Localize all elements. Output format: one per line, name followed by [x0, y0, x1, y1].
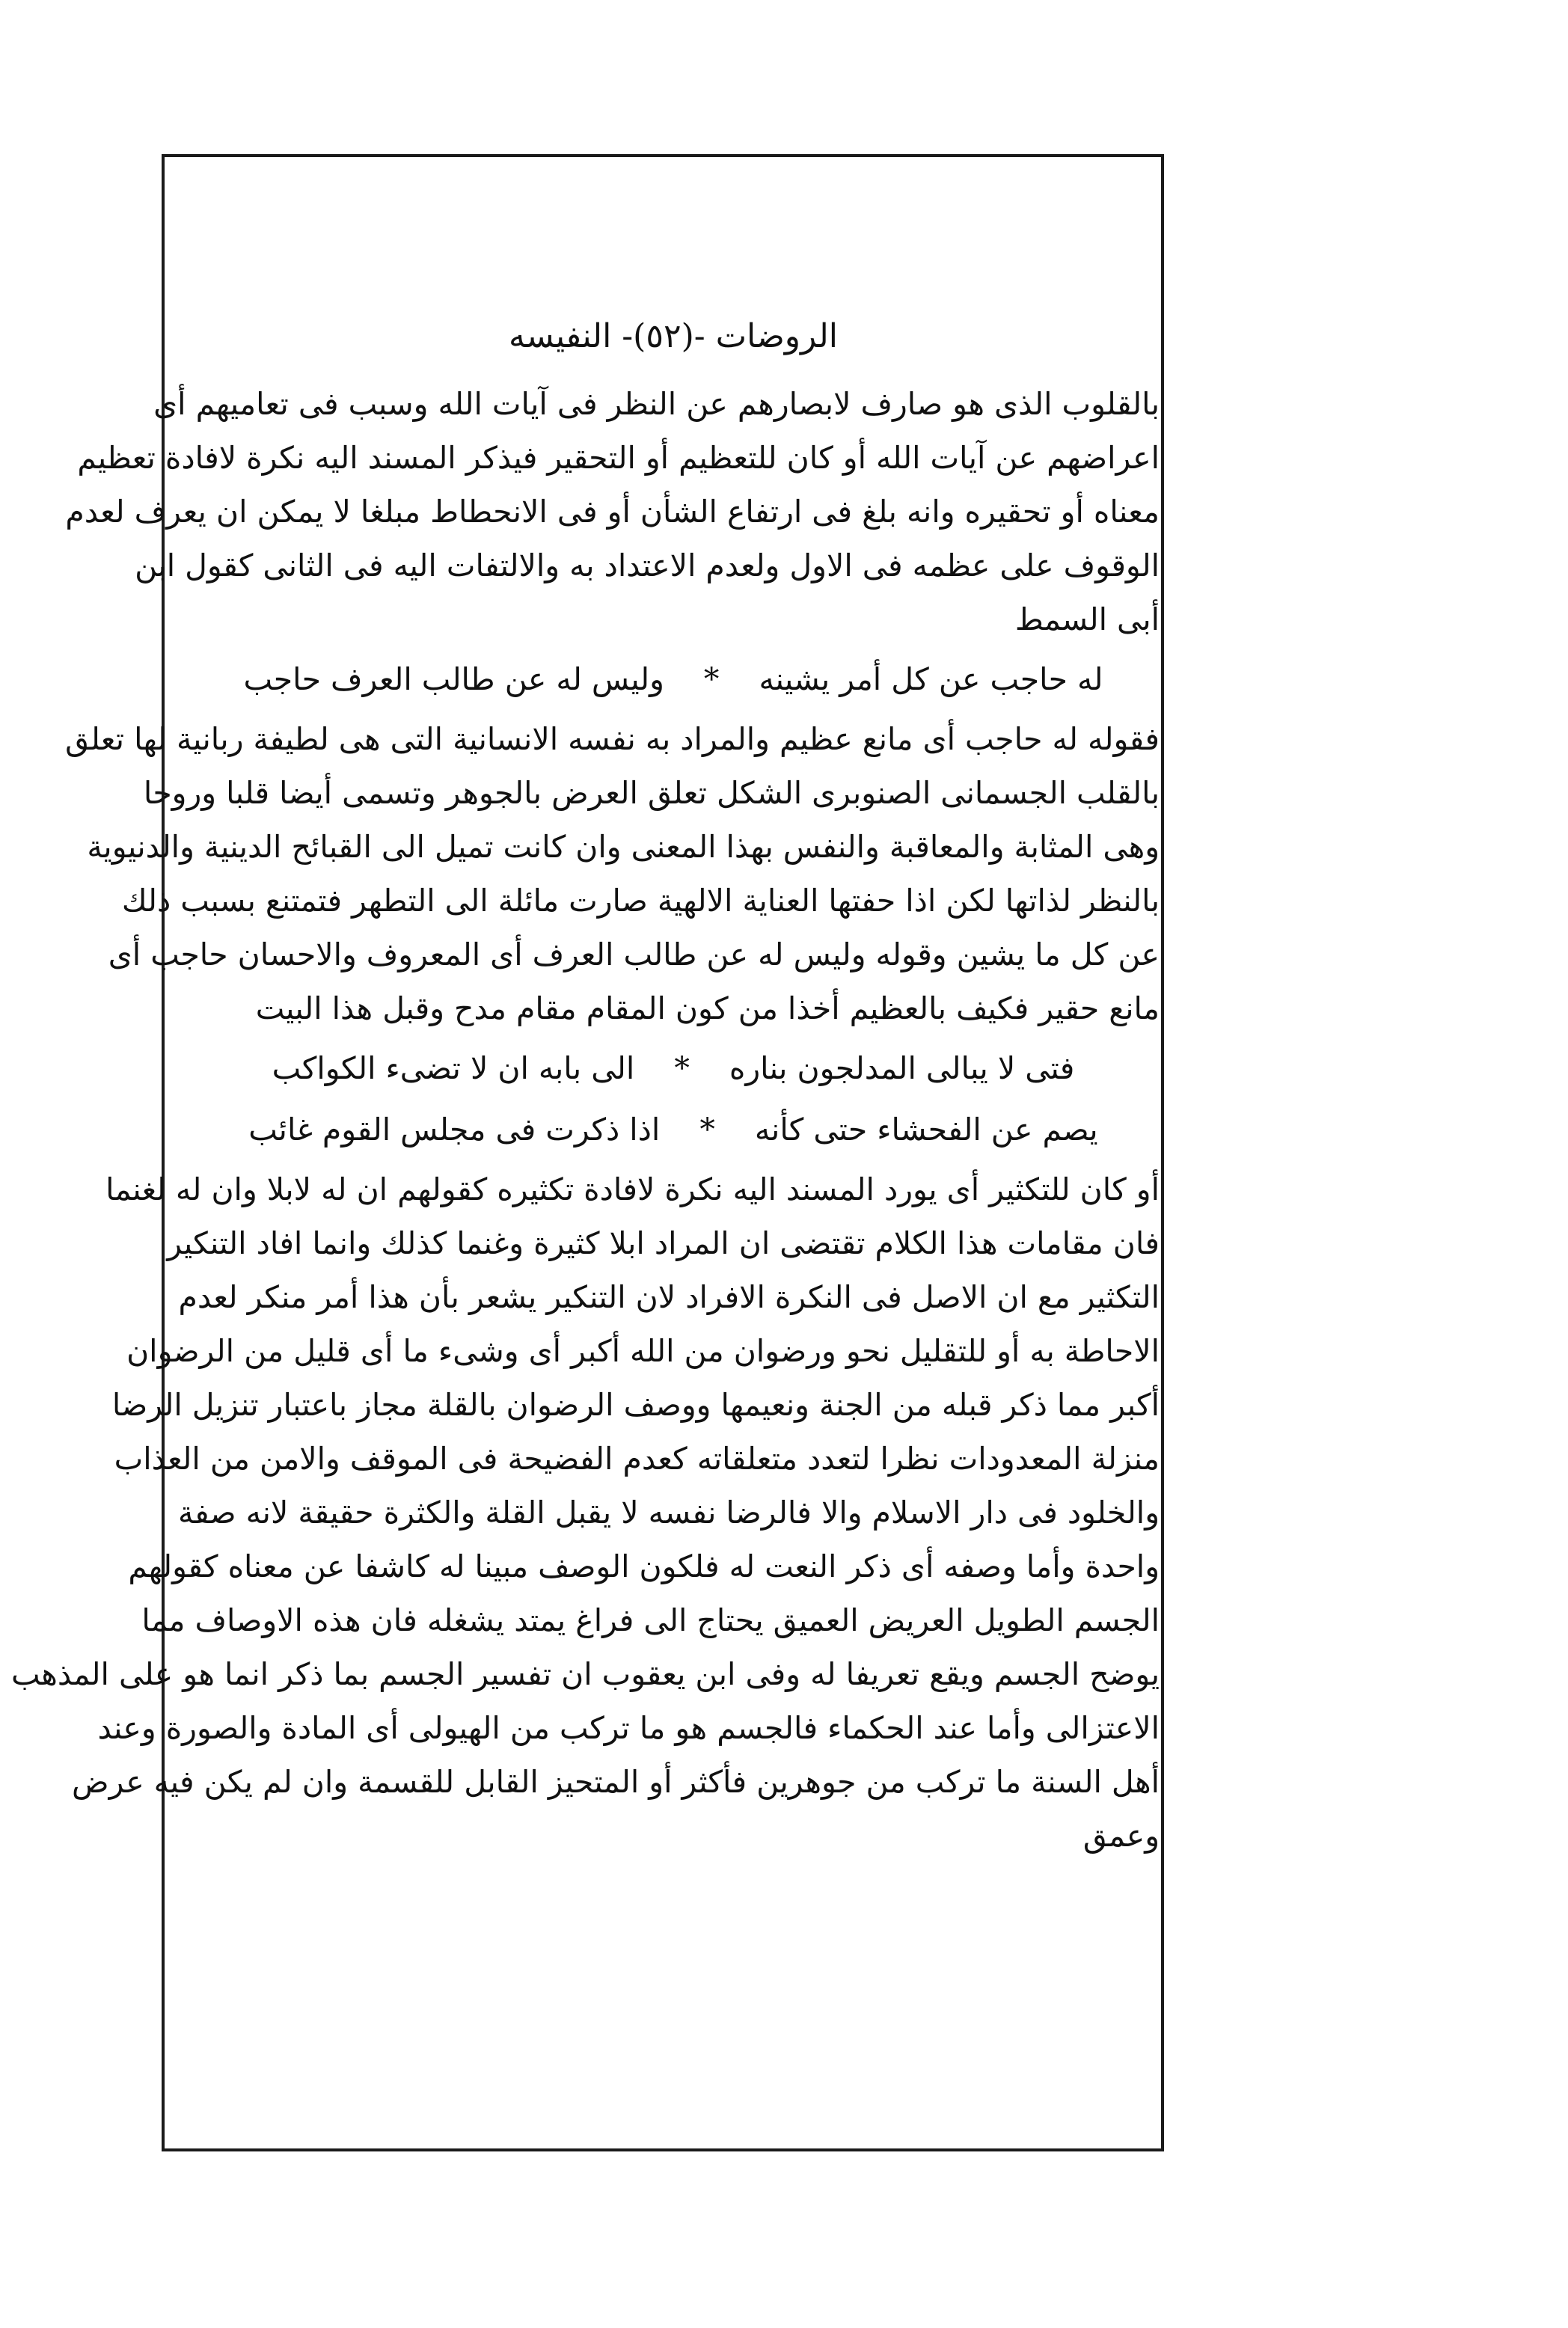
- text-line: بالقلوب الذى هو صارف لابصارهم عن النظر فى آيات الله وسبب فى تعاميهم أى: [153, 386, 1160, 422]
- verse-hemistich-second: اذا ذكرت فى مجلس القوم غائب: [248, 1112, 661, 1148]
- text-line: فقوله له حاجب أى مانع عظيم والمراد به نفسه الانسانية التى هى لطيفة ربانية لها تعلق: [65, 721, 1160, 757]
- text-line: وعمق: [1082, 1818, 1160, 1854]
- text-line: أكبر مما ذكر قبله من الجنة ونعيمها ووصف الرضوان بالقلة مجاز باعتبار تنزيل الرضا: [111, 1387, 1160, 1423]
- document-page: [10, 314, 1160, 1863]
- page-header: الروضات -(٥٢)- النفيسه: [509, 317, 838, 355]
- paragraph-1: [65, 377, 1160, 646]
- text-line: واحدة وأما وصفه أى ذكر النعت له فلكون الوصف مبينا له كاشفا عن معناه كقولهم: [128, 1549, 1160, 1584]
- text-line: بالنظر لذاتها لكن اذا حفتها العناية الالهية صارت مائلة الى التطهر فتمتنع بسبب ذلك: [121, 883, 1160, 919]
- verse-hemistich-first: يصم عن الفحشاء حتى كأنه: [754, 1112, 1098, 1148]
- verse-2: [187, 1040, 1160, 1097]
- text-line: معناه أو تحقيره وانه بلغ فى ارتفاع الشأن أو فى الانحطاط مبلغا لا يمكن ان يعرف لعدم: [65, 494, 1160, 530]
- text-line: يوضح الجسم ويقع تعريفا له وفى ابن يعقوب ان تفسير الجسم بما ذكر انما هو على المذهب: [10, 1656, 1160, 1692]
- text-line: عن كل ما يشين وقوله وليس له عن طالب العرف أى المعروف والاحسان حاجب أى: [108, 937, 1160, 972]
- text-line: التكثير مع ان الاصل فى النكرة الافراد لان التنكير يشعر بأن هذا أمر منكر لعدم: [178, 1279, 1160, 1315]
- verse-3: [187, 1101, 1160, 1158]
- text-line: وهى المثابة والمعاقبة والنفس بهذا المعنى وان كانت تميل الى القبائح الدينية والدنيوية: [87, 829, 1160, 865]
- verse-1: [187, 651, 1160, 708]
- text-line: اعراضهم عن آيات الله أو كان للتعظيم أو التحقير فيذكر المسند اليه نكرة لافادة تعظيم: [77, 440, 1160, 476]
- text-line: مانع حقير فكيف بالعظيم أخذا من كون المقام مقام مدح وقبل هذا البيت: [255, 990, 1160, 1026]
- verse-separator: *: [699, 1112, 715, 1148]
- paragraph-2: [65, 712, 1160, 1035]
- verse-hemistich-second: الى بابه ان لا تضىء الكواكب: [272, 1050, 635, 1086]
- text-line: منزلة المعدودات نظرا لتعدد متعلقاته كعدم الفضيحة فى الموقف والامن من العذاب: [114, 1441, 1160, 1477]
- text-line: الوقوف على عظمه فى الاول ولعدم الاعتداد به والالتفات اليه فى الثانى كقول ابن: [135, 548, 1160, 583]
- paragraph-3: [10, 1163, 1160, 1863]
- verse-hemistich-first: له حاجب عن كل أمر يشينه: [759, 661, 1103, 697]
- text-line: الاعتزالى وأما عند الحكماء فالجسم هو ما تركب من الهيولى أى المادة والصورة وعند: [97, 1710, 1160, 1746]
- text-line: أبى السمط: [1014, 601, 1160, 637]
- text-line: الاحاطة به أو للتقليل نحو ورضوان من الله أكبر أى وشىء ما أى قليل من الرضوان: [126, 1333, 1160, 1369]
- verse-hemistich-first: فتى لا يبالى المدلجون بناره: [729, 1050, 1075, 1086]
- verse-separator: *: [703, 661, 720, 697]
- text-line: أو كان للتكثير أى يورد المسند اليه نكرة لافادة تكثيره كقولهم ان له لابلا وان له لغنما: [105, 1171, 1160, 1207]
- text-line: والخلود فى دار الاسلام والا فالرضا نفسه لا يقبل القلة والكثرة حقيقة لانه صفة: [178, 1495, 1160, 1531]
- text-line: بالقلب الجسمانى الصنوبرى الشكل تعلق العرض بالجوهر وتسمى أيضا قلبا وروحا: [143, 775, 1160, 811]
- text-line: فان مقامات هذا الكلام تقتضى ان المراد ابلا كثيرة وغنما كذلك وانما افاد التنكير: [167, 1225, 1160, 1261]
- text-line: الجسم الطويل العريض العميق يحتاج الى فراغ يمتد يشغله فان هذه الاوصاف مما: [141, 1602, 1160, 1638]
- verse-separator: *: [674, 1050, 690, 1086]
- text-line: أهل السنة ما تركب من جوهرين فأكثر أو المتحيز القابل للقسمة وان لم يكن فيه عرض: [72, 1764, 1160, 1800]
- verse-hemistich-second: وليس له عن طالب العرف حاجب: [243, 661, 664, 697]
